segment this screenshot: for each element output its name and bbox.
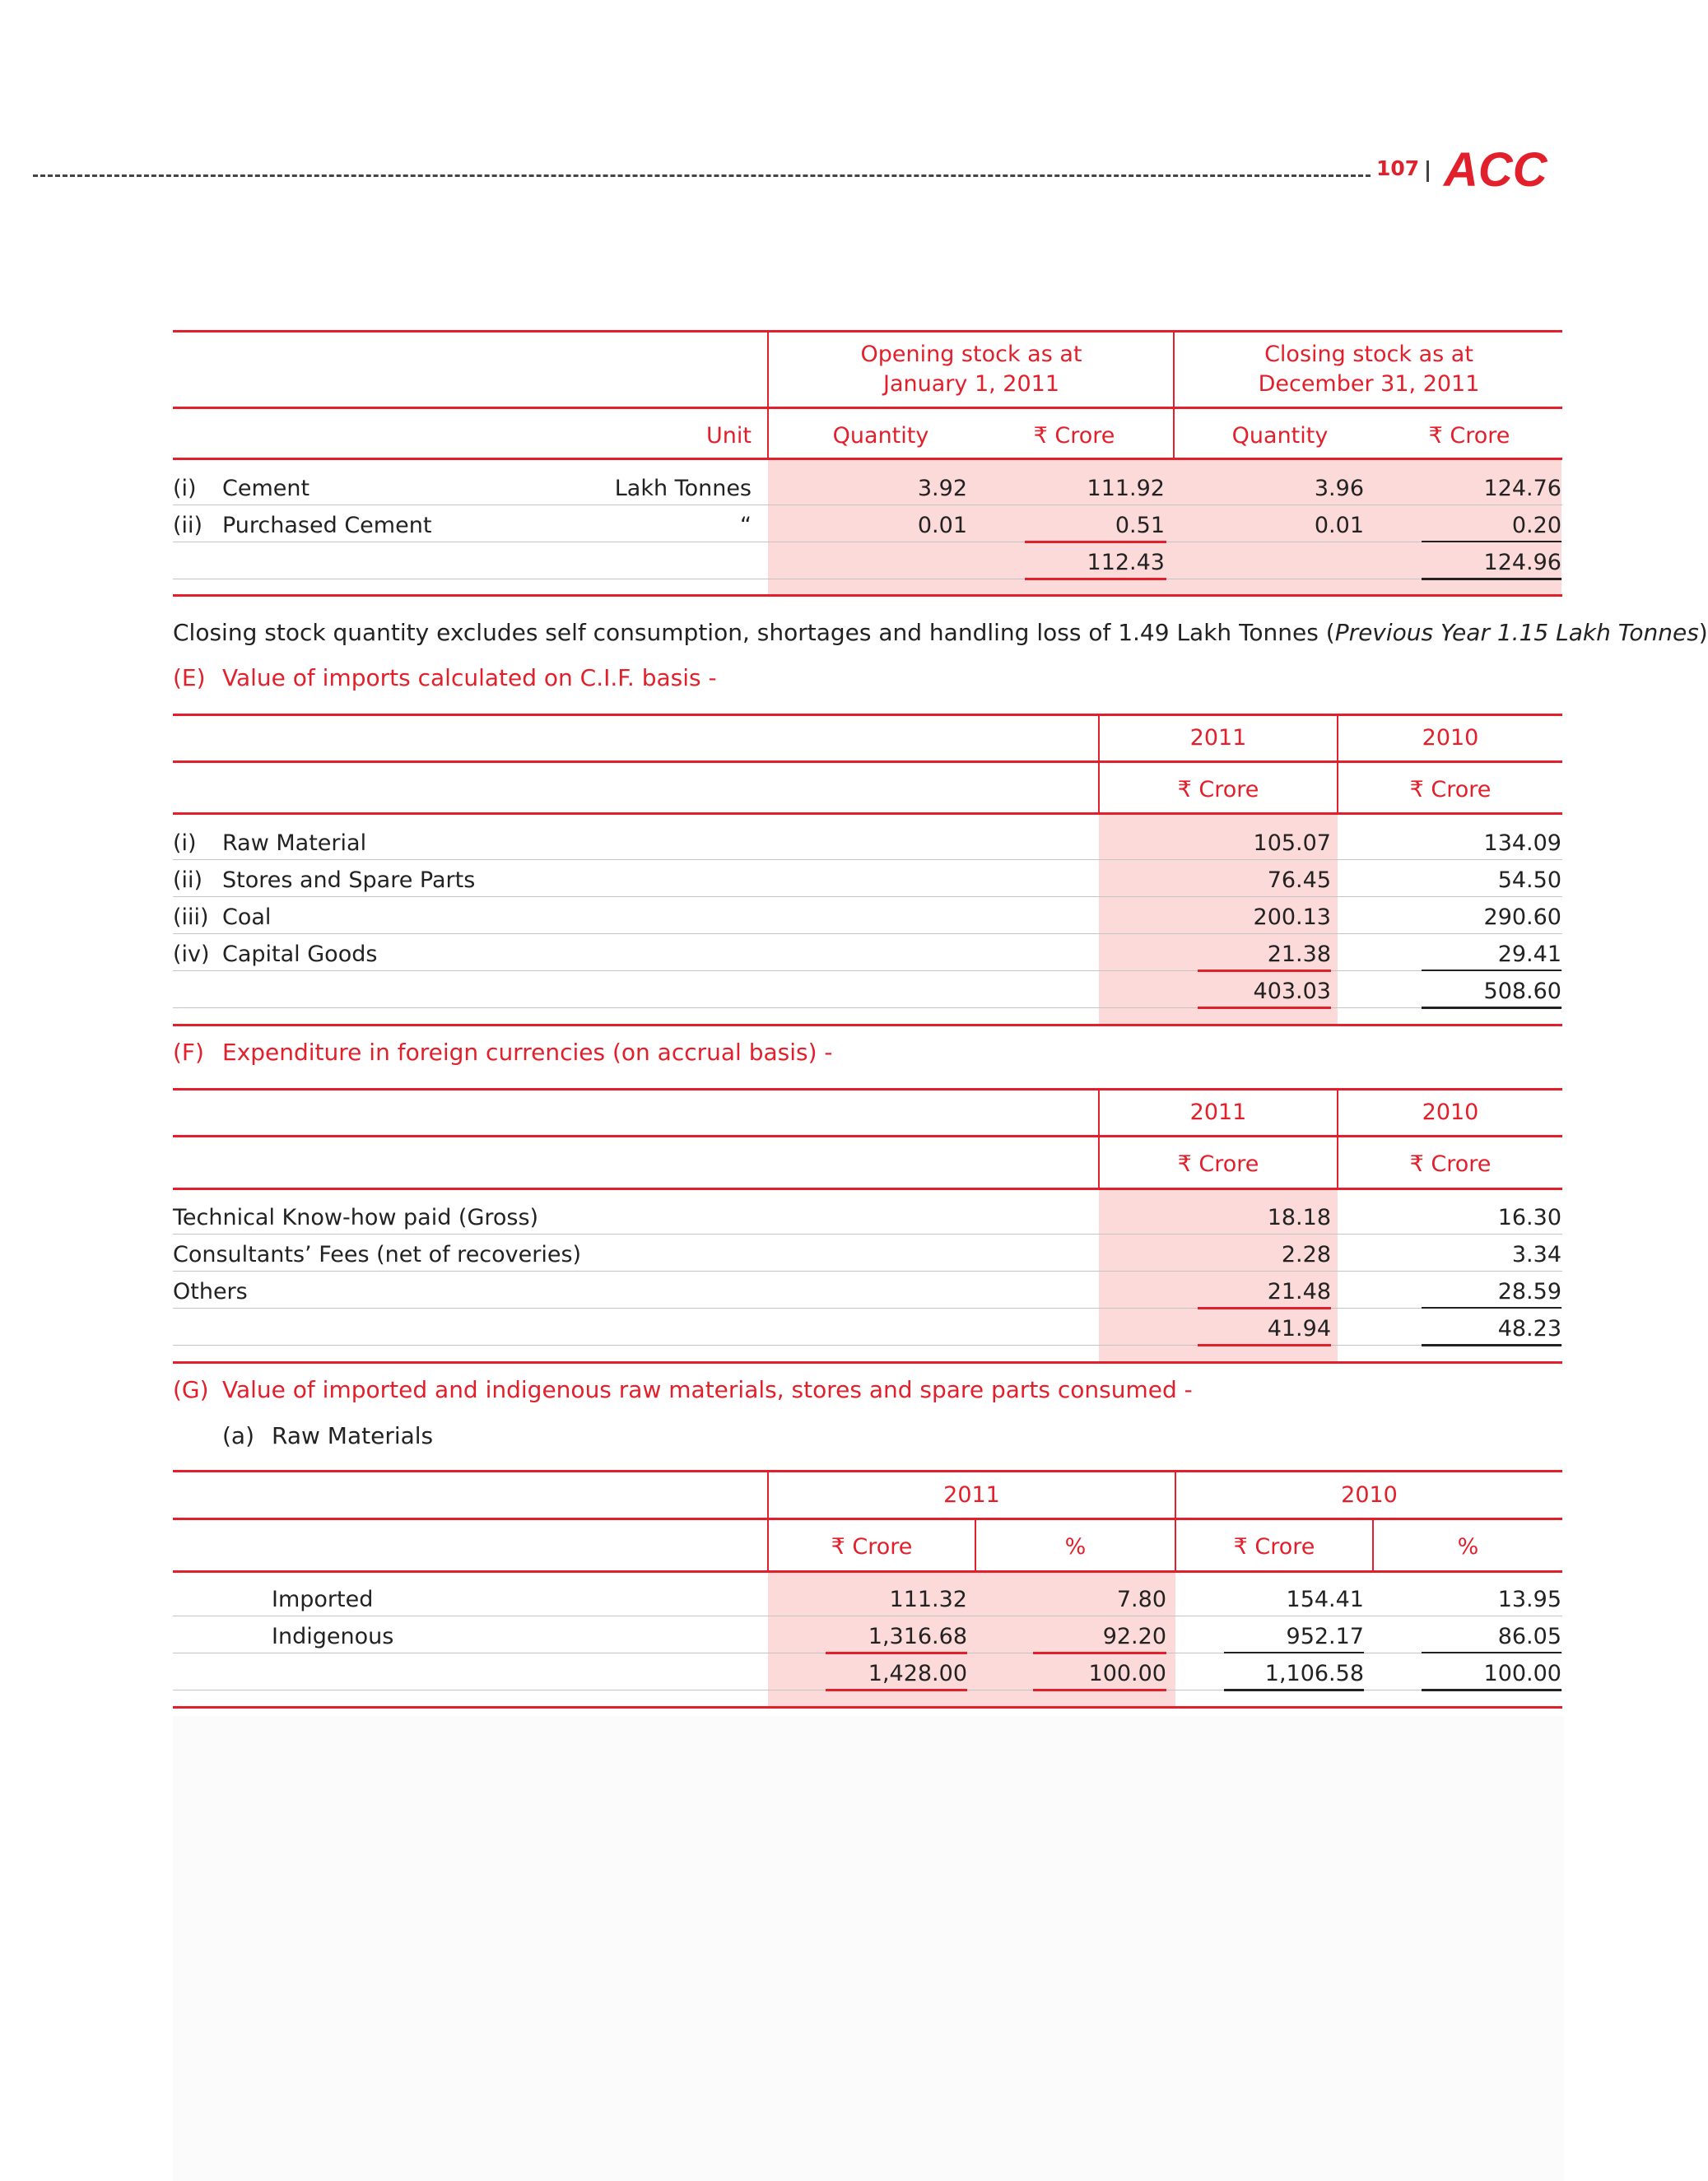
total-underline (1422, 1007, 1561, 1009)
row-rule (173, 933, 1562, 934)
row-rule (173, 970, 1562, 971)
closing-header-line1: Closing stock as at (1264, 342, 1473, 367)
closing-header-line2: December 31, 2011 (1258, 371, 1480, 397)
value-2010: 29.41 (1497, 942, 1561, 967)
row-label: Capital Goods (222, 942, 378, 967)
value-2011: 21.38 (1267, 942, 1331, 967)
table-rule (173, 812, 1562, 815)
col-open-crore: ₹ Crore (1033, 423, 1115, 449)
subtotal-underline (1422, 1307, 1561, 1309)
col-unit: Unit (706, 423, 752, 449)
table-rule (173, 1135, 1562, 1137)
close-qty: 0.01 (1314, 513, 1364, 538)
section-f-number: (F) (173, 1039, 204, 1066)
total-open-crore: 112.43 (1087, 550, 1165, 575)
col-2010-pct: % (1457, 1534, 1479, 1560)
row-number: (iii) (173, 904, 209, 930)
close-qty: 3.96 (1314, 476, 1364, 501)
row-rule (173, 1007, 1562, 1008)
row-label: Cement (222, 476, 310, 501)
subsection-number: (a) (222, 1422, 255, 1449)
table-rule (173, 1470, 1562, 1472)
value-2011: 2.28 (1281, 1242, 1331, 1267)
value-2011: 21.48 (1267, 1279, 1331, 1304)
col-2011-unit: ₹ Crore (1177, 1151, 1259, 1177)
close-crore: 124.76 (1483, 476, 1561, 501)
total-underline (1025, 578, 1166, 580)
row-label: Consultants’ Fees (net of recoveries) (173, 1242, 582, 1267)
page-number: 107 (1376, 156, 1420, 180)
row-label: Raw Material (222, 830, 367, 856)
table-rule (173, 330, 1562, 332)
value-2010: 16.30 (1497, 1205, 1561, 1230)
row-rule (173, 1271, 1562, 1272)
total-close-crore: 124.96 (1483, 550, 1561, 575)
subtotal-underline (1422, 970, 1561, 971)
table-rule (173, 1188, 1562, 1190)
row-rule (173, 1345, 1562, 1346)
table-rule (173, 714, 1562, 716)
value-2011: 200.13 (1253, 904, 1331, 930)
col-2011-crore: ₹ Crore (831, 1534, 913, 1560)
total-underline (826, 1689, 967, 1691)
opening-header-line2: January 1, 2011 (883, 371, 1059, 397)
col-2011: 2011 (1189, 1100, 1247, 1125)
pct-2010: 13.95 (1497, 1587, 1561, 1612)
col-close-qty: Quantity (1231, 423, 1329, 449)
row-label: Technical Know-how paid (Gross) (173, 1205, 539, 1230)
total-pct-2011: 100.00 (1088, 1661, 1166, 1686)
value-2010: 54.50 (1497, 867, 1561, 893)
total-underline (1224, 1689, 1364, 1691)
table-rule (173, 1088, 1562, 1090)
total-crore-2011: 1,428.00 (868, 1661, 967, 1686)
crore-2010: 952.17 (1286, 1624, 1364, 1649)
row-number: (i) (173, 830, 197, 856)
row-number: (ii) (173, 867, 203, 893)
value-2010: 28.59 (1497, 1279, 1561, 1304)
value-2011: 105.07 (1253, 830, 1331, 856)
section-g-title: Value of imported and indigenous raw materials, stores and spare parts consumed - (222, 1376, 1193, 1403)
subtotal-underline (1198, 970, 1331, 972)
row-rule (173, 1234, 1562, 1235)
open-qty: 3.92 (917, 476, 967, 501)
column-divider (1173, 330, 1175, 458)
subtotal-underline (1422, 1652, 1561, 1653)
row-label: Others (173, 1279, 248, 1304)
open-crore: 0.51 (1115, 513, 1165, 538)
col-2010: 2010 (1422, 1100, 1479, 1125)
crore-2010: 154.41 (1286, 1587, 1364, 1612)
section-g-number: (G) (173, 1376, 209, 1403)
row-unit: Lakh Tonnes (614, 476, 752, 501)
table-rule (173, 760, 1562, 763)
total-underline (1198, 1344, 1331, 1346)
table-rule (173, 1518, 1562, 1520)
value-2011: 18.18 (1267, 1205, 1331, 1230)
total-2011: 403.03 (1253, 979, 1331, 1004)
subtotal-underline (1025, 541, 1166, 543)
pct-2010: 86.05 (1497, 1624, 1561, 1649)
section-e-title: Value of imports calculated on C.I.F. basis - (222, 664, 717, 691)
col-2011: 2011 (943, 1482, 1000, 1508)
value-2011: 76.45 (1267, 867, 1331, 893)
row-label: Purchased Cement (222, 513, 432, 538)
total-pct-2010: 100.00 (1483, 1661, 1561, 1686)
subsection-title: Raw Materials (272, 1422, 434, 1449)
col-2010-crore: ₹ Crore (1233, 1534, 1315, 1560)
col-2010-unit: ₹ Crore (1409, 1151, 1492, 1177)
header-separator (1426, 160, 1429, 182)
section-e-number: (E) (173, 664, 206, 691)
crore-2011: 1,316.68 (868, 1624, 967, 1649)
table-rule (173, 1361, 1562, 1364)
row-unit: “ (740, 513, 752, 538)
acc-logo-text: ACC (1444, 143, 1547, 197)
total-crore-2010: 1,106.58 (1264, 1661, 1364, 1686)
row-rule (173, 896, 1562, 897)
col-2010: 2010 (1341, 1482, 1398, 1508)
row-label: Coal (222, 904, 272, 930)
column-divider (767, 330, 769, 458)
crore-2011: 111.32 (889, 1587, 967, 1612)
subtotal-underline (1198, 1307, 1331, 1309)
open-crore: 111.92 (1087, 476, 1165, 501)
subtotal-underline (826, 1652, 967, 1654)
table-rule (173, 1570, 1562, 1573)
total-2011: 41.94 (1267, 1316, 1331, 1342)
acc-logo (1442, 143, 1566, 197)
row-rule (173, 859, 1562, 860)
col-2010: 2010 (1422, 725, 1479, 751)
subtotal-underline (1422, 541, 1561, 542)
row-rule (173, 1308, 1562, 1309)
total-underline (1422, 578, 1561, 580)
opening-header-line1: Opening stock as at (860, 342, 1082, 367)
value-2010: 3.34 (1511, 1242, 1561, 1267)
subtotal-underline (1033, 1652, 1166, 1654)
table-rule (173, 1024, 1562, 1026)
table-rule (173, 594, 1562, 597)
row-number: (ii) (173, 513, 203, 538)
section-f-title: Expenditure in foreign currencies (on accrual basis) - (222, 1039, 833, 1066)
col-2010-unit: ₹ Crore (1409, 777, 1492, 802)
col-2011-unit: ₹ Crore (1177, 777, 1259, 802)
row-label: Stores and Spare Parts (222, 867, 476, 893)
row-number: (i) (173, 476, 197, 501)
col-2011: 2011 (1189, 725, 1247, 751)
row-label: Indigenous (272, 1624, 394, 1649)
value-2010: 134.09 (1483, 830, 1561, 856)
closing-stock-note: Closing stock quantity excludes self consumption, shortages and handling loss of 1.49 Lakh Tonnes (Previous Year 1.15 Lakh Tonnes) (173, 619, 1708, 646)
pct-2011: 92.20 (1102, 1624, 1166, 1649)
row-label: Imported (272, 1587, 374, 1612)
col-open-qty: Quantity (832, 423, 929, 449)
table-rule (173, 407, 1562, 409)
table-rule (173, 1706, 1562, 1709)
total-underline (1198, 1007, 1331, 1009)
pct-2011: 7.80 (1116, 1587, 1166, 1612)
subtotal-underline (1224, 1652, 1364, 1653)
table-rule (173, 458, 1562, 460)
total-2010: 48.23 (1497, 1316, 1561, 1342)
row-number: (iv) (173, 942, 210, 967)
col-close-crore: ₹ Crore (1428, 423, 1510, 449)
total-underline (1033, 1689, 1166, 1691)
header-dashed-rule (33, 174, 1371, 177)
page-background-panel (173, 1716, 1564, 2181)
total-2010: 508.60 (1483, 979, 1561, 1004)
total-underline (1422, 1689, 1561, 1691)
total-underline (1422, 1344, 1561, 1346)
open-qty: 0.01 (917, 513, 967, 538)
value-2010: 290.60 (1483, 904, 1561, 930)
close-crore: 0.20 (1511, 513, 1561, 538)
col-2011-pct: % (1064, 1534, 1087, 1560)
